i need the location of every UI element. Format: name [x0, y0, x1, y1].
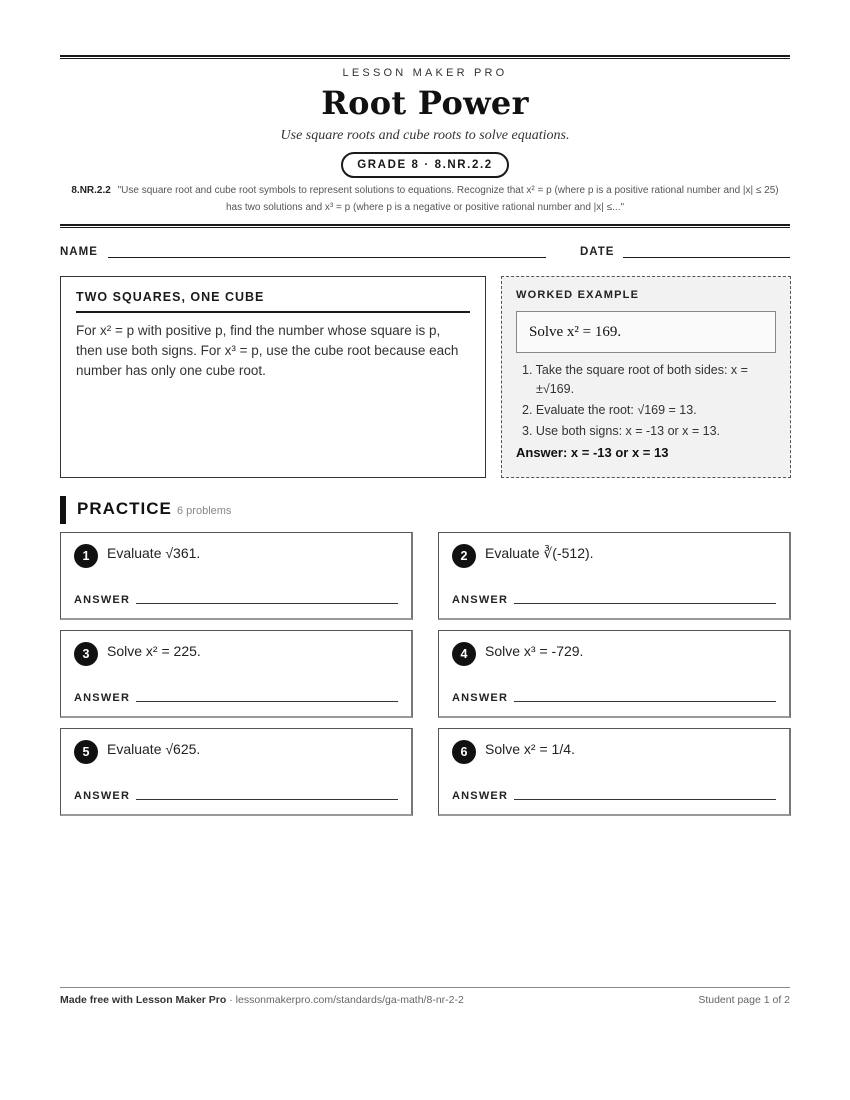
page-subtitle: Use square roots and cube roots to solve equations. — [280, 128, 570, 143]
problem-number: 5 — [74, 740, 98, 764]
problem-prompt: Solve x² = 1/4. — [485, 741, 575, 757]
answer-field[interactable] — [136, 701, 398, 702]
footer-brand: Made free with Lesson Maker Pro — [60, 994, 227, 1006]
name-field[interactable] — [108, 257, 546, 258]
problem-number: 1 — [74, 544, 98, 568]
problem-prompt: Evaluate √625. — [107, 741, 201, 757]
problem-card-6 — [438, 728, 791, 816]
footer-rule — [60, 987, 790, 988]
answer-label: ANSWER — [74, 594, 131, 606]
grade-badge-wrap — [0, 152, 850, 178]
worked-example-problem: Solve x² = 169. — [516, 311, 776, 353]
brand-label: LESSON MAKER PRO — [342, 67, 508, 79]
answer-label: ANSWER — [74, 790, 131, 802]
answer-label: ANSWER — [452, 790, 509, 802]
worked-example-step: 2. Evaluate the root: √169 = 13. — [522, 403, 697, 417]
practice-heading: PRACTICE — [77, 499, 172, 518]
problem-number: 3 — [74, 642, 98, 666]
worked-example-box — [501, 276, 791, 478]
problem-number: 4 — [452, 642, 476, 666]
problem-prompt: Evaluate ∛(-512). — [485, 545, 594, 561]
problem-card-2 — [438, 532, 791, 620]
answer-label: ANSWER — [74, 692, 131, 704]
grade-badge: GRADE 8 · 8.NR.2.2 — [341, 152, 509, 178]
page-title: Root Power — [321, 84, 529, 122]
standard-code: 8.NR.2.2 — [71, 185, 111, 196]
concept-box — [60, 276, 486, 478]
footer-url[interactable]: · lessonmakerpro.com/standards/ga-math/8-nr-2-2 — [226, 994, 464, 1006]
header-top-rule — [60, 55, 790, 59]
problem-number: 2 — [452, 544, 476, 568]
name-label: NAME — [60, 246, 98, 258]
standard-text: "Use square root and cube root symbols to represent solutions to equations. Recognize that x² = p (where p is a positive rational number and |x| ≤ 25) has two solutions and x³ = p (where p is a negative or positive rational number and |x| ≤..." — [117, 185, 779, 213]
answer-label: ANSWER — [452, 692, 509, 704]
footer-credit — [60, 994, 464, 1006]
problem-prompt: Evaluate √361. — [107, 545, 201, 561]
problem-number: 6 — [452, 740, 476, 764]
answer-field[interactable] — [514, 799, 776, 800]
standard-description — [70, 182, 780, 216]
answer-field[interactable] — [136, 799, 398, 800]
problem-card-3 — [60, 630, 413, 718]
concept-heading: TWO SQUARES, ONE CUBE — [76, 290, 470, 313]
concept-text: For x² = p with positive p, find the number whose square is p, then use both signs. For x³ = p, use the cube root because each number has only one cube root. — [76, 323, 459, 378]
practice-count: 6 problems — [177, 505, 232, 517]
worked-example-answer: Answer: x = -13 or x = 13 — [516, 445, 669, 460]
problem-prompt: Solve x² = 225. — [107, 643, 201, 659]
answer-field[interactable] — [136, 603, 398, 604]
header-bottom-rule — [60, 224, 790, 228]
problem-prompt: Solve x³ = -729. — [485, 643, 584, 659]
worked-example-step: 1. Take the square root of both sides: x = ±√169. — [522, 363, 748, 396]
problem-card-4 — [438, 630, 791, 718]
practice-accent-bar — [60, 496, 66, 524]
worked-example-heading: WORKED EXAMPLE — [516, 289, 640, 301]
answer-field[interactable] — [514, 701, 776, 702]
answer-field[interactable] — [514, 603, 776, 604]
worked-example-steps — [516, 361, 776, 441]
worked-example-step: 3. Use both signs: x = -13 or x = 13. — [522, 424, 721, 438]
date-label: DATE — [580, 246, 615, 258]
problem-card-1 — [60, 532, 413, 620]
footer-page-number: Student page 1 of 2 — [698, 994, 790, 1006]
answer-label: ANSWER — [452, 594, 509, 606]
problem-card-5 — [60, 728, 413, 816]
date-field[interactable] — [623, 257, 790, 258]
